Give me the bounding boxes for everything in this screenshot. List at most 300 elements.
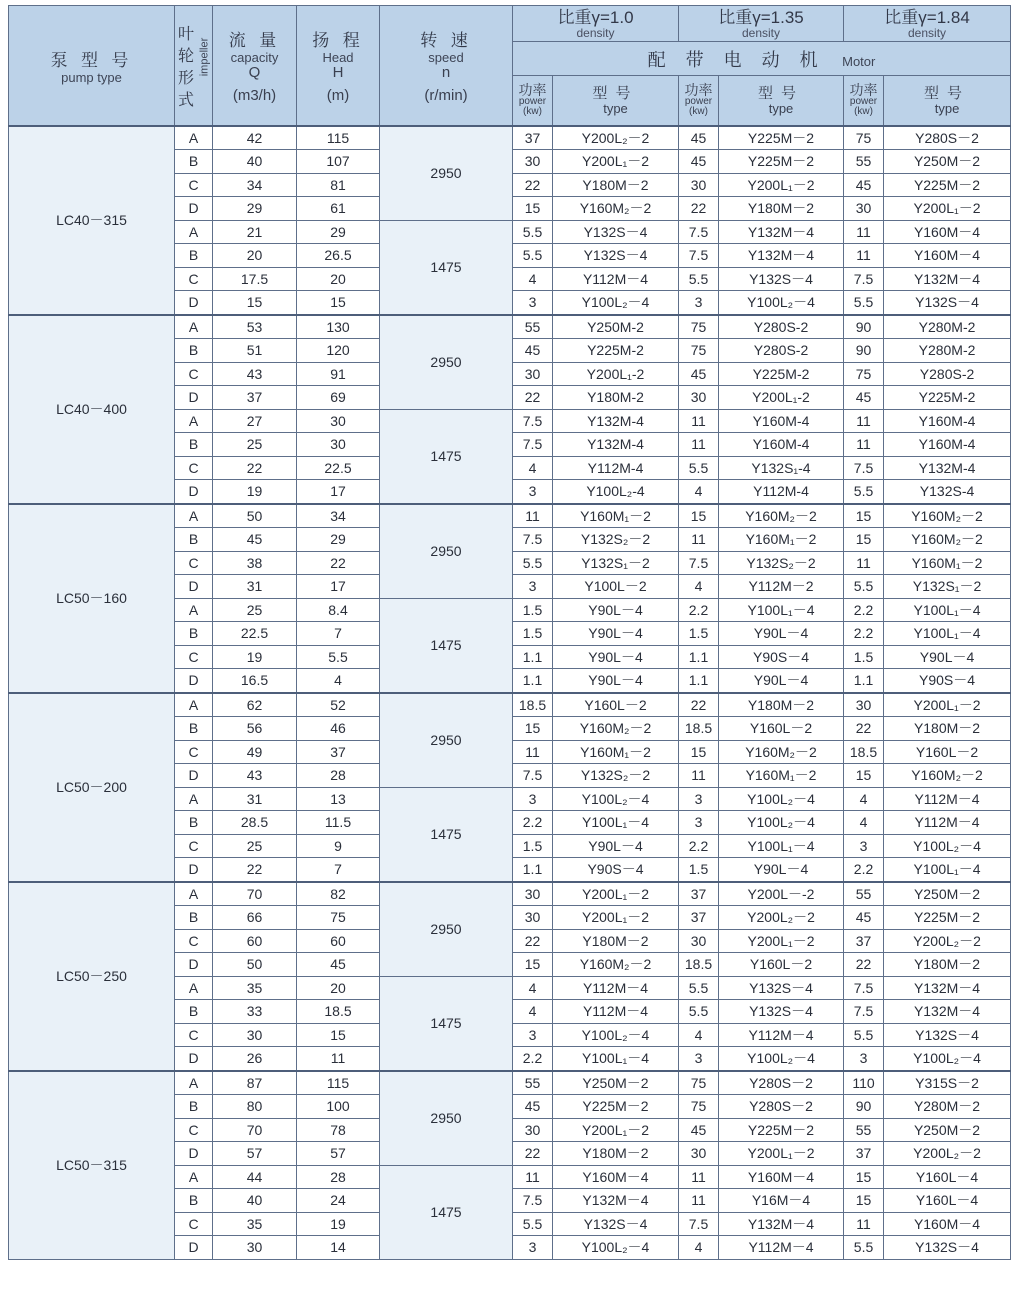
head-cell: 11	[297, 1047, 380, 1071]
motor-type-cell: Y200L₂－2	[884, 929, 1011, 953]
motor-power-cell: 4	[513, 267, 553, 291]
head-cell: 18.5	[297, 1000, 380, 1024]
motor-type-cell: Y200L₁－2	[553, 1118, 679, 1142]
motor-type-cell: Y90L－4	[553, 622, 679, 646]
motor-type-cell: Y132S－4	[884, 1236, 1011, 1260]
motor-type-cell: Y100L₁－4	[719, 834, 844, 858]
motor-power-cell: 45	[513, 339, 553, 363]
motor-type-cell: Y100L₁－4	[553, 811, 679, 835]
motor-type-cell: Y100L₁－4	[553, 1047, 679, 1071]
motor-type-cell: Y250M－2	[884, 882, 1011, 906]
impeller-cell: C	[175, 1212, 213, 1236]
capacity-cell: 30	[213, 1236, 297, 1260]
motor-power-cell: 1.5	[513, 598, 553, 622]
speed-header-symbol: n	[441, 64, 451, 82]
motor-power-cell: 5.5	[513, 244, 553, 268]
motor-type-cell: Y132M－4	[884, 1000, 1011, 1024]
motor-type-cell: Y180M－2	[553, 929, 679, 953]
speed-cell: 2950	[380, 693, 513, 788]
motor-power-cell: 55	[844, 1118, 884, 1142]
motor-type-cell: Y200L₂－2	[719, 906, 844, 930]
capacity-cell: 31	[213, 787, 297, 811]
impeller-cell: A	[175, 504, 213, 528]
motor-type-cell: Y100L₂－4	[719, 1047, 844, 1071]
motor-type-cell: Y200L₁－2	[719, 173, 844, 197]
motor-type-cell: Y100L₂－4	[884, 1047, 1011, 1071]
motor-type-cell: Y16M－4	[719, 1189, 844, 1213]
impeller-cell: D	[175, 669, 213, 693]
motor-type-cell: Y160M－4	[553, 1165, 679, 1189]
motor-type-cell: Y160M-4	[884, 409, 1011, 433]
motor-type-cell: Y132M-4	[884, 456, 1011, 480]
motor-power-cell: 45	[844, 173, 884, 197]
motor-power-cell: 11	[513, 740, 553, 764]
motor-power-cell: 2.2	[844, 858, 884, 882]
capacity-cell: 20	[213, 244, 297, 268]
motor-type-cell: Y112M－2	[719, 575, 844, 599]
motor-type-cell: Y132S－4	[553, 1212, 679, 1236]
motor-power-cell: 15	[513, 717, 553, 741]
impeller-cell: D	[175, 1236, 213, 1260]
pump-type-header-en: pump type	[61, 70, 122, 86]
motor-type-cell: Y200L₁－2	[719, 1142, 844, 1166]
impeller-header-cn: 叶轮形式	[177, 24, 194, 110]
impeller-cell: D	[175, 291, 213, 315]
motor-power-cell: 7.5	[844, 267, 884, 291]
motor-type-cell: Y160M₂－2	[719, 504, 844, 528]
motor-power-cell: 55	[844, 882, 884, 906]
motor-type-cell: Y100L₂－4	[719, 811, 844, 835]
motor-type-cell: Y112M－4	[719, 1023, 844, 1047]
head-header-cn: 扬 程	[312, 31, 364, 52]
motor-type-cell: Y160M-4	[884, 433, 1011, 457]
motor-power-cell: 4	[513, 456, 553, 480]
motor-power-cell: 11	[679, 409, 719, 433]
motor-power-cell: 11	[844, 220, 884, 244]
impeller-cell: B	[175, 717, 213, 741]
motor-power-cell: 4	[679, 1236, 719, 1260]
motor-type-cell: Y132M-4	[553, 409, 679, 433]
motor-type-cell: Y160M-4	[719, 433, 844, 457]
power-header: 功率 power (kw)	[513, 76, 553, 126]
motor-type-cell: Y90L－4	[553, 598, 679, 622]
table-row	[9, 693, 1011, 717]
capacity-cell: 51	[213, 339, 297, 363]
head-cell: 52	[297, 693, 380, 717]
motor-power-cell: 11	[844, 551, 884, 575]
capacity-cell: 66	[213, 906, 297, 930]
motor-power-cell: 22	[513, 929, 553, 953]
capacity-cell: 42	[213, 126, 297, 150]
head-cell: 13	[297, 787, 380, 811]
head-cell: 9	[297, 834, 380, 858]
motor-power-cell: 11	[844, 244, 884, 268]
pump-type-header	[9, 6, 175, 126]
motor-power-cell: 11	[844, 1212, 884, 1236]
impeller-header-en: impeller	[198, 37, 211, 77]
capacity-cell: 87	[213, 1071, 297, 1095]
motor-power-cell: 3	[679, 787, 719, 811]
capacity-cell: 43	[213, 764, 297, 788]
motor-type-cell: Y225M-2	[884, 386, 1011, 410]
motor-power-cell: 110	[844, 1071, 884, 1095]
motor-type-cell: Y132S－4	[719, 1000, 844, 1024]
motor-power-cell: 22	[679, 197, 719, 221]
impeller-cell: C	[175, 362, 213, 386]
speed-cell: 1475	[380, 598, 513, 693]
pump-spec-sheet	[8, 5, 1010, 1260]
motor-type-cell: Y112M－4	[553, 976, 679, 1000]
motor-type-cell: Y225M－2	[553, 1095, 679, 1119]
head-cell: 69	[297, 386, 380, 410]
motor-power-cell: 3	[513, 480, 553, 504]
motor-power-cell: 7.5	[844, 456, 884, 480]
capacity-cell: 50	[213, 504, 297, 528]
motor-type-cell: Y280S－2	[719, 1095, 844, 1119]
motor-power-cell: 7.5	[513, 433, 553, 457]
motor-type-cell: Y180M－2	[553, 173, 679, 197]
motor-power-cell: 5.5	[679, 976, 719, 1000]
motor-type-cell: Y100L₁－4	[884, 598, 1011, 622]
motor-power-cell: 7.5	[679, 244, 719, 268]
capacity-cell: 33	[213, 1000, 297, 1024]
motor-type-cell: Y100L－2	[553, 575, 679, 599]
capacity-cell: 31	[213, 575, 297, 599]
motor-type-cell: Y112M－4	[553, 1000, 679, 1024]
motor-power-cell: 45	[679, 362, 719, 386]
motor-type-cell: Y180M－2	[884, 953, 1011, 977]
speed-cell: 2950	[380, 1071, 513, 1166]
motor-power-cell: 37	[844, 1142, 884, 1166]
impeller-cell: C	[175, 551, 213, 575]
motor-type-cell: Y315S－2	[884, 1071, 1011, 1095]
capacity-cell: 70	[213, 1118, 297, 1142]
impeller-cell: A	[175, 220, 213, 244]
motor-type-cell: Y180M-2	[553, 386, 679, 410]
head-cell: 20	[297, 267, 380, 291]
head-cell: 22	[297, 551, 380, 575]
motor-type-cell: Y100L₂－4	[719, 291, 844, 315]
motor-type-cell: Y160L－2	[553, 693, 679, 717]
table-body	[9, 126, 1011, 1260]
motor-power-cell: 30	[679, 1142, 719, 1166]
motor-power-cell: 37	[679, 906, 719, 930]
motor-power-cell: 15	[844, 764, 884, 788]
impeller-cell: B	[175, 244, 213, 268]
capacity-cell: 34	[213, 173, 297, 197]
motor-power-cell: 90	[844, 1095, 884, 1119]
motor-power-cell: 45	[679, 150, 719, 174]
motor-type-cell: Y250M－2	[884, 150, 1011, 174]
speed-header-unit: (r/min)	[424, 87, 468, 105]
motor-type-cell: Y100L₁－4	[884, 858, 1011, 882]
motor-type-cell: Y100L₂－4	[553, 1023, 679, 1047]
motor-type-header: 型号 type	[719, 76, 844, 126]
motor-type-cell: Y90L－4	[553, 669, 679, 693]
head-cell: 34	[297, 504, 380, 528]
impeller-cell: C	[175, 267, 213, 291]
motor-power-cell: 11	[679, 1189, 719, 1213]
capacity-cell: 40	[213, 150, 297, 174]
impeller-cell: B	[175, 811, 213, 835]
motor-power-cell: 22	[844, 717, 884, 741]
motor-power-cell: 3	[513, 575, 553, 599]
motor-power-cell: 30	[679, 929, 719, 953]
head-cell: 29	[297, 528, 380, 552]
head-cell: 5.5	[297, 645, 380, 669]
pump-type-header-cn: 泵 型 号	[50, 51, 133, 72]
head-cell: 29	[297, 220, 380, 244]
pump-model-cell: LC50－200	[9, 693, 175, 882]
table-row	[9, 1071, 1011, 1095]
motor-type-cell: Y160M₁－2	[884, 551, 1011, 575]
motor-type-cell: Y132S－4	[553, 220, 679, 244]
head-cell: 7	[297, 858, 380, 882]
motor-type-cell: Y225M－2	[884, 173, 1011, 197]
table-row	[9, 126, 1011, 150]
motor-power-cell: 15	[844, 504, 884, 528]
motor-power-cell: 3	[513, 291, 553, 315]
motor-power-cell: 45	[679, 126, 719, 150]
motor-power-cell: 75	[844, 126, 884, 150]
head-cell: 37	[297, 740, 380, 764]
motor-power-cell: 75	[679, 1095, 719, 1119]
motor-type-cell: Y225M-2	[553, 339, 679, 363]
impeller-cell: C	[175, 834, 213, 858]
motor-power-cell: 4	[513, 1000, 553, 1024]
motor-type-cell: Y280M－2	[884, 1095, 1011, 1119]
impeller-cell: D	[175, 1047, 213, 1071]
motor-power-cell: 18.5	[679, 953, 719, 977]
motor-power-cell: 15	[513, 197, 553, 221]
motor-header-cn: 配带电动机	[647, 49, 838, 71]
impeller-cell: D	[175, 197, 213, 221]
motor-type-cell: Y90S－4	[553, 858, 679, 882]
head-cell: 30	[297, 409, 380, 433]
motor-power-cell: 1.5	[513, 622, 553, 646]
head-header-en: Head	[322, 50, 354, 66]
motor-power-cell: 15	[679, 740, 719, 764]
capacity-cell: 22.5	[213, 622, 297, 646]
head-cell: 82	[297, 882, 380, 906]
capacity-cell: 38	[213, 551, 297, 575]
head-cell: 91	[297, 362, 380, 386]
head-cell: 15	[297, 1023, 380, 1047]
motor-type-cell: Y132M－4	[719, 1212, 844, 1236]
impeller-header	[175, 6, 213, 126]
impeller-cell: C	[175, 929, 213, 953]
motor-power-cell: 90	[844, 339, 884, 363]
impeller-cell: C	[175, 173, 213, 197]
motor-type-cell: Y225M-2	[719, 362, 844, 386]
capacity-cell: 80	[213, 1095, 297, 1119]
impeller-cell: D	[175, 764, 213, 788]
motor-power-cell: 75	[679, 339, 719, 363]
motor-power-cell: 2.2	[513, 811, 553, 835]
motor-type-cell: Y200L₁-2	[553, 362, 679, 386]
motor-type-cell: Y280M-2	[884, 315, 1011, 339]
motor-power-cell: 11	[679, 528, 719, 552]
motor-power-cell: 15	[844, 1189, 884, 1213]
head-cell: 30	[297, 433, 380, 457]
motor-type-cell: Y90L－4	[719, 622, 844, 646]
speed-cell: 1475	[380, 787, 513, 882]
impeller-cell: D	[175, 1142, 213, 1166]
motor-power-cell: 37	[679, 882, 719, 906]
motor-type-cell: Y200L₁－2	[553, 882, 679, 906]
motor-power-cell: 30	[513, 882, 553, 906]
impeller-cell: D	[175, 953, 213, 977]
motor-type-cell: Y200L₁－2	[719, 929, 844, 953]
capacity-cell: 43	[213, 362, 297, 386]
density-header-2: 比重γ=1.35 density	[679, 6, 844, 42]
motor-power-cell: 15	[679, 504, 719, 528]
motor-type-cell: Y132S－4	[553, 244, 679, 268]
capacity-cell: 62	[213, 693, 297, 717]
motor-type-cell: Y90L－4	[719, 669, 844, 693]
capacity-header	[213, 6, 297, 126]
motor-power-cell: 5.5	[844, 1023, 884, 1047]
motor-power-cell: 55	[513, 1071, 553, 1095]
motor-type-cell: Y280S－2	[719, 1071, 844, 1095]
motor-power-cell: 30	[513, 906, 553, 930]
motor-type-cell: Y160M－4	[884, 1212, 1011, 1236]
capacity-cell: 57	[213, 1142, 297, 1166]
motor-power-cell: 7.5	[513, 528, 553, 552]
impeller-cell: C	[175, 1023, 213, 1047]
capacity-header-unit: (m3/h)	[232, 87, 277, 105]
motor-power-cell: 22	[679, 693, 719, 717]
impeller-cell: B	[175, 150, 213, 174]
speed-cell: 1475	[380, 976, 513, 1071]
motor-power-cell: 30	[844, 693, 884, 717]
motor-type-cell: Y112M-4	[719, 480, 844, 504]
impeller-cell: B	[175, 1189, 213, 1213]
motor-type-cell: Y112M－4	[719, 1236, 844, 1260]
motor-type-cell: Y225M－2	[719, 1118, 844, 1142]
impeller-cell: A	[175, 126, 213, 150]
motor-type-cell: Y160M－4	[884, 220, 1011, 244]
head-cell: 61	[297, 197, 380, 221]
motor-power-cell: 5.5	[844, 291, 884, 315]
capacity-header-symbol: Q	[248, 64, 261, 82]
motor-power-cell: 3	[844, 1047, 884, 1071]
motor-power-cell: 7.5	[679, 551, 719, 575]
motor-type-header: 型号 type	[884, 76, 1011, 126]
motor-power-cell: 4	[679, 480, 719, 504]
impeller-cell: A	[175, 976, 213, 1000]
pump-model-cell: LC50－315	[9, 1071, 175, 1260]
motor-power-cell: 75	[679, 315, 719, 339]
motor-type-cell: Y160L－2	[719, 953, 844, 977]
capacity-cell: 25	[213, 598, 297, 622]
motor-power-cell: 4	[679, 1023, 719, 1047]
density-header-3: 比重γ=1.84 density	[844, 6, 1011, 42]
motor-power-cell: 30	[513, 150, 553, 174]
motor-power-cell: 5.5	[513, 220, 553, 244]
motor-power-cell: 1.1	[513, 645, 553, 669]
motor-type-cell: Y250M-2	[553, 315, 679, 339]
motor-type-cell: Y132S₁－2	[884, 575, 1011, 599]
motor-type-cell: Y180M－2	[719, 197, 844, 221]
motor-type-cell: Y132S₂－2	[719, 551, 844, 575]
motor-type-cell: Y132S₂－2	[553, 528, 679, 552]
motor-type-cell: Y112M－4	[553, 267, 679, 291]
impeller-cell: A	[175, 882, 213, 906]
motor-power-cell: 90	[844, 315, 884, 339]
motor-power-cell: 7.5	[679, 1212, 719, 1236]
motor-type-cell: Y160L－2	[719, 717, 844, 741]
motor-type-cell: Y90S－4	[884, 669, 1011, 693]
motor-type-cell: Y160M-4	[719, 409, 844, 433]
table-row	[9, 504, 1011, 528]
power-header: 功率 power (kw)	[844, 76, 884, 126]
motor-power-cell: 2.2	[844, 598, 884, 622]
impeller-cell: B	[175, 528, 213, 552]
motor-type-cell: Y132S－4	[884, 1023, 1011, 1047]
motor-type-cell: Y90L－4	[553, 834, 679, 858]
head-cell: 75	[297, 906, 380, 930]
motor-power-cell: 18.5	[844, 740, 884, 764]
motor-power-cell: 3	[513, 787, 553, 811]
head-header-symbol: H	[332, 64, 344, 82]
motor-power-cell: 7.5	[513, 409, 553, 433]
capacity-header-cn: 流 量	[228, 31, 281, 52]
motor-power-cell: 7.5	[679, 220, 719, 244]
head-cell: 7	[297, 622, 380, 646]
motor-power-cell: 1.5	[844, 645, 884, 669]
motor-type-cell: Y200L₂－2	[884, 1142, 1011, 1166]
motor-power-cell: 15	[513, 953, 553, 977]
capacity-cell: 16.5	[213, 669, 297, 693]
motor-type-cell: Y132M－4	[884, 267, 1011, 291]
motor-power-cell: 45	[679, 1118, 719, 1142]
head-cell: 57	[297, 1142, 380, 1166]
motor-type-cell: Y100L₁－4	[719, 598, 844, 622]
motor-type-cell: Y90L－4	[553, 645, 679, 669]
capacity-cell: 35	[213, 976, 297, 1000]
capacity-cell: 22	[213, 456, 297, 480]
motor-type-cell: Y280S－2	[884, 126, 1011, 150]
motor-type-cell: Y160L－2	[884, 740, 1011, 764]
capacity-cell: 19	[213, 480, 297, 504]
motor-power-cell: 11	[844, 409, 884, 433]
motor-power-cell: 4	[844, 787, 884, 811]
table-header	[9, 6, 1011, 126]
impeller-cell: A	[175, 787, 213, 811]
impeller-cell: C	[175, 645, 213, 669]
speed-cell: 2950	[380, 315, 513, 410]
capacity-cell: 35	[213, 1212, 297, 1236]
motor-type-cell: Y160L－4	[884, 1165, 1011, 1189]
motor-power-cell: 1.1	[679, 645, 719, 669]
motor-power-cell: 1.5	[679, 858, 719, 882]
capacity-cell: 70	[213, 882, 297, 906]
motor-power-cell: 3	[679, 1047, 719, 1071]
head-cell: 20	[297, 976, 380, 1000]
motor-header-en: Motor	[842, 53, 876, 69]
head-cell: 115	[297, 1071, 380, 1095]
motor-power-cell: 4	[844, 811, 884, 835]
motor-power-cell: 7.5	[513, 764, 553, 788]
head-cell: 24	[297, 1189, 380, 1213]
motor-power-cell: 30	[844, 197, 884, 221]
head-cell: 78	[297, 1118, 380, 1142]
impeller-cell: B	[175, 433, 213, 457]
head-cell: 115	[297, 126, 380, 150]
motor-power-cell: 5.5	[513, 1212, 553, 1236]
capacity-cell: 19	[213, 645, 297, 669]
